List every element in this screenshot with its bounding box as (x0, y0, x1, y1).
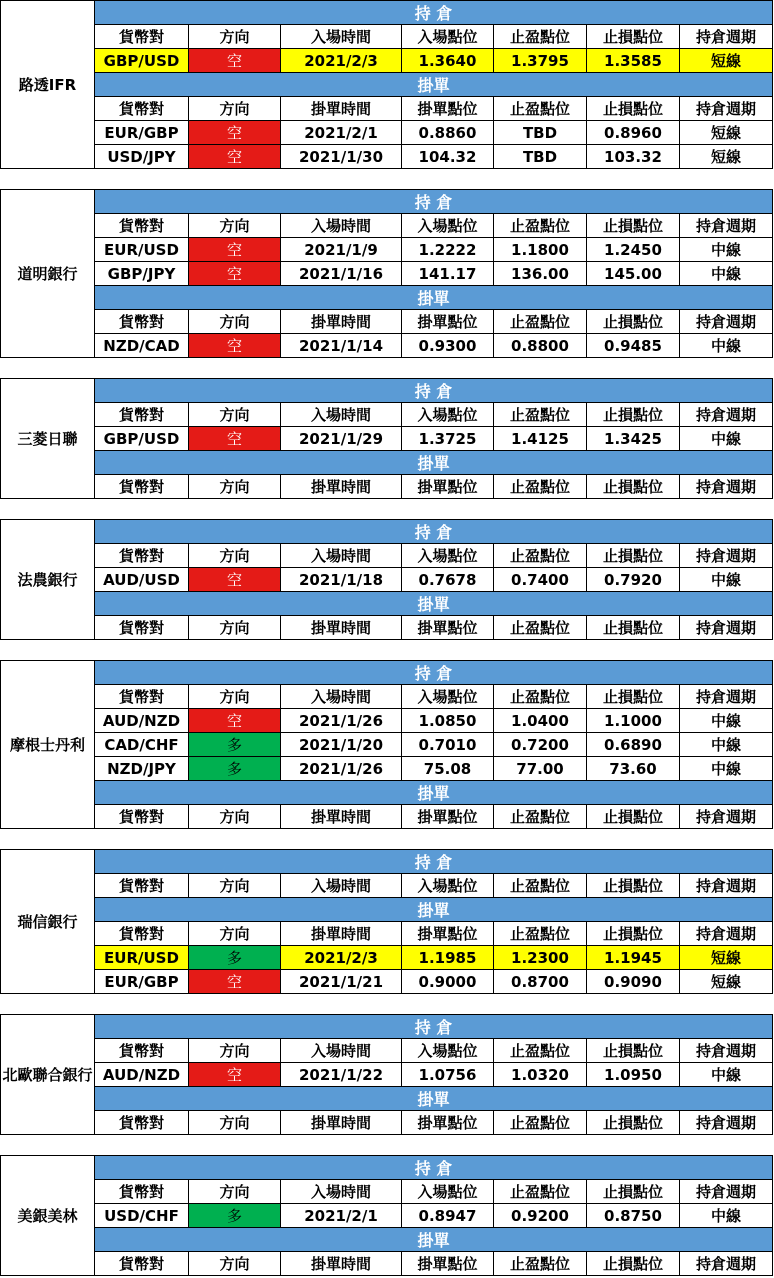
cell-pair[interactable]: AUD/NZD (95, 709, 189, 733)
bank-name: 美銀美林 (1, 1156, 95, 1276)
cell-direction[interactable]: 空 (189, 709, 281, 733)
cell-time[interactable]: 2021/1/26 (281, 757, 402, 781)
table-row[interactable] (1, 970, 773, 994)
section-row (1, 379, 773, 403)
cell-period[interactable]: 短線 (680, 970, 773, 994)
cell-pair[interactable]: EUR/GBP (95, 970, 189, 994)
section-header-position: 持 倉 (95, 850, 773, 874)
column-header-entry-price: 入場點位 (402, 874, 494, 898)
column-header-period: 持倉週期 (680, 1252, 773, 1276)
cell-pair[interactable]: AUD/USD (95, 568, 189, 592)
cell-period[interactable]: 中線 (680, 238, 773, 262)
column-header-pair: 貨幣對 (95, 1039, 189, 1063)
bank-name: 法農銀行 (1, 520, 95, 640)
cell-pair[interactable]: NZD/CAD (95, 334, 189, 358)
cell-take-profit[interactable]: 0.8700 (494, 970, 587, 994)
section-header-pending: 掛單 (95, 781, 773, 805)
cell-direction[interactable]: 多 (189, 733, 281, 757)
cell-stop-loss[interactable]: 0.9485 (587, 334, 680, 358)
column-header-pair: 貨幣對 (95, 1111, 189, 1135)
cell-time[interactable]: 2021/1/14 (281, 334, 402, 358)
cell-direction[interactable]: 空 (189, 1063, 281, 1087)
column-header-time: 掛單時間 (281, 922, 402, 946)
column-header-period: 持倉週期 (680, 616, 773, 640)
column-header-row (1, 403, 773, 427)
column-header-stop-loss: 止損點位 (587, 475, 680, 499)
cell-time[interactable]: 2021/2/1 (281, 1204, 402, 1228)
column-header-direction: 方向 (189, 1039, 281, 1063)
column-header-time: 入場時間 (281, 214, 402, 238)
column-header-time: 掛單時間 (281, 616, 402, 640)
column-header-period: 持倉週期 (680, 403, 773, 427)
bank-block (0, 378, 773, 499)
cell-pair[interactable]: GBP/JPY (95, 262, 189, 286)
column-header-row (1, 805, 773, 829)
bank-name: 道明銀行 (1, 190, 95, 358)
column-header-period: 持倉週期 (680, 544, 773, 568)
cell-period[interactable]: 短線 (680, 121, 773, 145)
cell-take-profit[interactable]: TBD (494, 121, 587, 145)
column-header-stop-loss: 止損點位 (587, 685, 680, 709)
cell-stop-loss[interactable]: 1.1945 (587, 946, 680, 970)
column-header-period: 持倉週期 (680, 97, 773, 121)
cell-stop-loss[interactable]: 0.6890 (587, 733, 680, 757)
column-header-pair: 貨幣對 (95, 1252, 189, 1276)
column-header-take-profit: 止盈點位 (494, 616, 587, 640)
column-header-time: 入場時間 (281, 25, 402, 49)
cell-time[interactable]: 2021/1/29 (281, 427, 402, 451)
column-header-entry-price: 掛單點位 (402, 805, 494, 829)
column-header-time: 掛單時間 (281, 310, 402, 334)
cell-pair[interactable]: NZD/JPY (95, 757, 189, 781)
column-header-time: 入場時間 (281, 685, 402, 709)
cell-time[interactable]: 2021/1/18 (281, 568, 402, 592)
bank-block (0, 519, 773, 640)
column-header-stop-loss: 止損點位 (587, 922, 680, 946)
cell-stop-loss[interactable]: 0.8960 (587, 121, 680, 145)
table-row[interactable] (1, 334, 773, 358)
cell-period[interactable]: 中線 (680, 262, 773, 286)
cell-take-profit[interactable]: 0.7400 (494, 568, 587, 592)
column-header-entry-price: 入場點位 (402, 1039, 494, 1063)
section-row (1, 73, 773, 97)
cell-take-profit[interactable]: 0.9200 (494, 1204, 587, 1228)
column-header-pair: 貨幣對 (95, 922, 189, 946)
column-header-time: 掛單時間 (281, 475, 402, 499)
cell-direction[interactable]: 空 (189, 262, 281, 286)
column-header-direction: 方向 (189, 1111, 281, 1135)
section-row (1, 451, 773, 475)
cell-time[interactable]: 2021/1/16 (281, 262, 402, 286)
cell-time[interactable]: 2021/1/9 (281, 238, 402, 262)
column-header-pair: 貨幣對 (95, 310, 189, 334)
column-header-take-profit: 止盈點位 (494, 25, 587, 49)
cell-entry-price[interactable]: 141.17 (402, 262, 494, 286)
table-row[interactable] (1, 427, 773, 451)
cell-time[interactable]: 2021/2/3 (281, 946, 402, 970)
cell-direction[interactable]: 空 (189, 145, 281, 169)
column-header-entry-price: 入場點位 (402, 1180, 494, 1204)
table-row[interactable] (1, 238, 773, 262)
column-header-period: 持倉週期 (680, 922, 773, 946)
section-row (1, 1015, 773, 1039)
column-header-row (1, 25, 773, 49)
cell-entry-price[interactable]: 75.08 (402, 757, 494, 781)
bank-name: 三菱日聯 (1, 379, 95, 499)
column-header-time: 入場時間 (281, 1039, 402, 1063)
cell-time[interactable]: 2021/1/22 (281, 1063, 402, 1087)
column-header-entry-price: 入場點位 (402, 25, 494, 49)
table-row[interactable] (1, 121, 773, 145)
column-header-take-profit: 止盈點位 (494, 214, 587, 238)
cell-entry-price[interactable]: 1.0756 (402, 1063, 494, 1087)
cell-time[interactable]: 2021/2/3 (281, 49, 402, 73)
cell-pair[interactable]: CAD/CHF (95, 733, 189, 757)
column-header-pair: 貨幣對 (95, 214, 189, 238)
cell-stop-loss[interactable]: 0.8750 (587, 1204, 680, 1228)
cell-stop-loss[interactable]: 1.1000 (587, 709, 680, 733)
column-header-entry-price: 掛單點位 (402, 475, 494, 499)
column-header-take-profit: 止盈點位 (494, 1252, 587, 1276)
column-header-period: 持倉週期 (680, 214, 773, 238)
column-header-direction: 方向 (189, 25, 281, 49)
cell-pair[interactable]: AUD/NZD (95, 1063, 189, 1087)
column-header-take-profit: 止盈點位 (494, 403, 587, 427)
cell-time[interactable]: 2021/1/26 (281, 709, 402, 733)
section-row (1, 286, 773, 310)
column-header-row (1, 874, 773, 898)
column-header-period: 持倉週期 (680, 1180, 773, 1204)
cell-take-profit[interactable]: 1.2300 (494, 946, 587, 970)
column-header-period: 持倉週期 (680, 685, 773, 709)
column-header-row (1, 1111, 773, 1135)
cell-take-profit[interactable]: 1.1800 (494, 238, 587, 262)
cell-entry-price[interactable]: 104.32 (402, 145, 494, 169)
column-header-take-profit: 止盈點位 (494, 685, 587, 709)
bank-block (0, 660, 773, 829)
column-header-direction: 方向 (189, 805, 281, 829)
cell-time[interactable]: 2021/1/20 (281, 733, 402, 757)
column-header-row (1, 1039, 773, 1063)
column-header-stop-loss: 止損點位 (587, 214, 680, 238)
column-header-row (1, 97, 773, 121)
column-header-row (1, 616, 773, 640)
cell-stop-loss[interactable]: 145.00 (587, 262, 680, 286)
cell-entry-price[interactable]: 0.8947 (402, 1204, 494, 1228)
section-row (1, 1228, 773, 1252)
cell-pair[interactable]: USD/CHF (95, 1204, 189, 1228)
cell-take-profit[interactable]: 1.0400 (494, 709, 587, 733)
column-header-time: 掛單時間 (281, 805, 402, 829)
column-header-row (1, 544, 773, 568)
column-header-stop-loss: 止損點位 (587, 1039, 680, 1063)
cell-pair[interactable]: GBP/USD (95, 427, 189, 451)
column-header-direction: 方向 (189, 97, 281, 121)
section-header-pending: 掛單 (95, 898, 773, 922)
bank-block (0, 0, 773, 169)
section-header-position: 持 倉 (95, 661, 773, 685)
cell-take-profit[interactable]: 1.4125 (494, 427, 587, 451)
column-header-direction: 方向 (189, 1252, 281, 1276)
column-header-take-profit: 止盈點位 (494, 1039, 587, 1063)
section-row (1, 1156, 773, 1180)
section-header-position: 持 倉 (95, 1015, 773, 1039)
cell-pair[interactable]: EUR/GBP (95, 121, 189, 145)
cell-period[interactable]: 短線 (680, 946, 773, 970)
cell-pair[interactable]: EUR/USD (95, 238, 189, 262)
column-header-pair: 貨幣對 (95, 805, 189, 829)
section-row (1, 781, 773, 805)
section-row (1, 1087, 773, 1111)
cell-stop-loss[interactable]: 1.0950 (587, 1063, 680, 1087)
column-header-pair: 貨幣對 (95, 25, 189, 49)
cell-take-profit[interactable]: 1.0320 (494, 1063, 587, 1087)
cell-direction[interactable]: 空 (189, 427, 281, 451)
column-header-row (1, 1180, 773, 1204)
column-header-direction: 方向 (189, 544, 281, 568)
cell-stop-loss[interactable]: 103.32 (587, 145, 680, 169)
column-header-pair: 貨幣對 (95, 544, 189, 568)
column-header-direction: 方向 (189, 1180, 281, 1204)
table-row[interactable] (1, 262, 773, 286)
column-header-period: 持倉週期 (680, 874, 773, 898)
column-header-entry-price: 入場點位 (402, 214, 494, 238)
table-row[interactable] (1, 145, 773, 169)
cell-entry-price[interactable]: 1.1985 (402, 946, 494, 970)
column-header-direction: 方向 (189, 403, 281, 427)
column-header-period: 持倉週期 (680, 805, 773, 829)
column-header-time: 入場時間 (281, 403, 402, 427)
column-header-take-profit: 止盈點位 (494, 1111, 587, 1135)
cell-period[interactable]: 中線 (680, 733, 773, 757)
cell-period[interactable]: 中線 (680, 709, 773, 733)
section-row (1, 661, 773, 685)
cell-stop-loss[interactable]: 1.2450 (587, 238, 680, 262)
column-header-period: 持倉週期 (680, 1039, 773, 1063)
section-header-pending: 掛單 (95, 1228, 773, 1252)
column-header-pair: 貨幣對 (95, 1180, 189, 1204)
cell-direction[interactable]: 空 (189, 334, 281, 358)
section-row (1, 898, 773, 922)
bank-block (0, 1014, 773, 1135)
cell-take-profit[interactable]: TBD (494, 145, 587, 169)
cell-direction[interactable]: 多 (189, 946, 281, 970)
column-header-period: 持倉週期 (680, 25, 773, 49)
cell-direction[interactable]: 空 (189, 121, 281, 145)
column-header-row (1, 1252, 773, 1276)
column-header-time: 入場時間 (281, 544, 402, 568)
cell-time[interactable]: 2021/1/30 (281, 145, 402, 169)
cell-time[interactable]: 2021/2/1 (281, 121, 402, 145)
column-header-direction: 方向 (189, 616, 281, 640)
column-header-take-profit: 止盈點位 (494, 310, 587, 334)
column-header-stop-loss: 止損點位 (587, 310, 680, 334)
column-header-stop-loss: 止損點位 (587, 25, 680, 49)
column-header-row (1, 310, 773, 334)
section-header-pending: 掛單 (95, 1087, 773, 1111)
column-header-stop-loss: 止損點位 (587, 874, 680, 898)
section-header-pending: 掛單 (95, 592, 773, 616)
column-header-stop-loss: 止損點位 (587, 805, 680, 829)
section-header-pending: 掛單 (95, 451, 773, 475)
column-header-entry-price: 入場點位 (402, 403, 494, 427)
cell-period[interactable]: 中線 (680, 1063, 773, 1087)
table-row[interactable] (1, 946, 773, 970)
section-row (1, 592, 773, 616)
column-header-row (1, 685, 773, 709)
column-header-take-profit: 止盈點位 (494, 805, 587, 829)
bank-block (0, 849, 773, 994)
column-header-period: 持倉週期 (680, 310, 773, 334)
cell-period[interactable]: 短線 (680, 145, 773, 169)
cell-entry-price[interactable]: 0.9000 (402, 970, 494, 994)
cell-direction[interactable]: 多 (189, 757, 281, 781)
column-header-row (1, 214, 773, 238)
column-header-pair: 貨幣對 (95, 616, 189, 640)
column-header-direction: 方向 (189, 922, 281, 946)
bank-block (0, 189, 773, 358)
column-header-direction: 方向 (189, 874, 281, 898)
column-header-entry-price: 掛單點位 (402, 922, 494, 946)
bank-name: 路透IFR (1, 1, 95, 169)
cell-pair[interactable]: GBP/USD (95, 49, 189, 73)
column-header-entry-price: 入場點位 (402, 544, 494, 568)
cell-entry-price[interactable]: 1.3725 (402, 427, 494, 451)
column-header-time: 掛單時間 (281, 1111, 402, 1135)
cell-direction[interactable]: 多 (189, 1204, 281, 1228)
column-header-row (1, 922, 773, 946)
section-header-pending: 掛單 (95, 73, 773, 97)
column-header-stop-loss: 止損點位 (587, 1111, 680, 1135)
cell-period[interactable]: 中線 (680, 568, 773, 592)
cell-entry-price[interactable]: 0.8860 (402, 121, 494, 145)
cell-direction[interactable]: 空 (189, 238, 281, 262)
table-row[interactable] (1, 709, 773, 733)
column-header-pair: 貨幣對 (95, 685, 189, 709)
table-row[interactable] (1, 1063, 773, 1087)
column-header-time: 入場時間 (281, 1180, 402, 1204)
cell-pair[interactable]: USD/JPY (95, 145, 189, 169)
cell-entry-price[interactable]: 0.7678 (402, 568, 494, 592)
section-header-position: 持 倉 (95, 190, 773, 214)
cell-period[interactable]: 中線 (680, 757, 773, 781)
column-header-time: 掛單時間 (281, 97, 402, 121)
section-header-position: 持 倉 (95, 379, 773, 403)
column-header-entry-price: 入場點位 (402, 685, 494, 709)
cell-entry-price[interactable]: 1.2222 (402, 238, 494, 262)
cell-time[interactable]: 2021/1/21 (281, 970, 402, 994)
column-header-pair: 貨幣對 (95, 403, 189, 427)
column-header-take-profit: 止盈點位 (494, 475, 587, 499)
column-header-stop-loss: 止損點位 (587, 1180, 680, 1204)
column-header-period: 持倉週期 (680, 475, 773, 499)
column-header-direction: 方向 (189, 475, 281, 499)
column-header-take-profit: 止盈點位 (494, 97, 587, 121)
column-header-stop-loss: 止損點位 (587, 403, 680, 427)
cell-entry-price[interactable]: 0.9300 (402, 334, 494, 358)
section-header-position: 持 倉 (95, 1156, 773, 1180)
section-row (1, 520, 773, 544)
column-header-entry-price: 掛單點位 (402, 97, 494, 121)
section-header-pending: 掛單 (95, 286, 773, 310)
table-row[interactable] (1, 49, 773, 73)
cell-period[interactable]: 中線 (680, 427, 773, 451)
cell-stop-loss[interactable]: 1.3425 (587, 427, 680, 451)
cell-direction[interactable]: 空 (189, 568, 281, 592)
bank-name: 瑞信銀行 (1, 850, 95, 994)
column-header-stop-loss: 止損點位 (587, 616, 680, 640)
column-header-row (1, 475, 773, 499)
column-header-stop-loss: 止損點位 (587, 1252, 680, 1276)
bank-name: 摩根士丹利 (1, 661, 95, 829)
bank-block (0, 1155, 773, 1276)
cell-stop-loss[interactable]: 1.3585 (587, 49, 680, 73)
column-header-pair: 貨幣對 (95, 475, 189, 499)
bank-name: 北歐聯合銀行 (1, 1015, 95, 1135)
table-row[interactable] (1, 733, 773, 757)
column-header-direction: 方向 (189, 214, 281, 238)
section-row (1, 1, 773, 25)
column-header-entry-price: 掛單點位 (402, 616, 494, 640)
column-header-stop-loss: 止損點位 (587, 97, 680, 121)
cell-entry-price[interactable]: 1.3640 (402, 49, 494, 73)
cell-period[interactable]: 短線 (680, 49, 773, 73)
column-header-pair: 貨幣對 (95, 97, 189, 121)
cell-stop-loss[interactable]: 73.60 (587, 757, 680, 781)
column-header-period: 持倉週期 (680, 1111, 773, 1135)
column-header-take-profit: 止盈點位 (494, 922, 587, 946)
column-header-take-profit: 止盈點位 (494, 874, 587, 898)
cell-entry-price[interactable]: 1.0850 (402, 709, 494, 733)
column-header-pair: 貨幣對 (95, 874, 189, 898)
table-row[interactable] (1, 1204, 773, 1228)
cell-period[interactable]: 中線 (680, 1204, 773, 1228)
cell-take-profit[interactable]: 136.00 (494, 262, 587, 286)
column-header-time: 掛單時間 (281, 1252, 402, 1276)
cell-pair[interactable]: EUR/USD (95, 946, 189, 970)
column-header-direction: 方向 (189, 310, 281, 334)
cell-period[interactable]: 中線 (680, 334, 773, 358)
column-header-take-profit: 止盈點位 (494, 544, 587, 568)
column-header-entry-price: 掛單點位 (402, 310, 494, 334)
cell-take-profit[interactable]: 77.00 (494, 757, 587, 781)
table-row[interactable] (1, 568, 773, 592)
section-row (1, 190, 773, 214)
section-header-position: 持 倉 (95, 1, 773, 25)
column-header-take-profit: 止盈點位 (494, 1180, 587, 1204)
cell-stop-loss[interactable]: 0.9090 (587, 970, 680, 994)
cell-take-profit[interactable]: 0.7200 (494, 733, 587, 757)
section-header-position: 持 倉 (95, 520, 773, 544)
cell-direction[interactable]: 空 (189, 49, 281, 73)
cell-take-profit[interactable]: 1.3795 (494, 49, 587, 73)
cell-entry-price[interactable]: 0.7010 (402, 733, 494, 757)
section-row (1, 850, 773, 874)
cell-stop-loss[interactable]: 0.7920 (587, 568, 680, 592)
column-header-entry-price: 掛單點位 (402, 1111, 494, 1135)
column-header-stop-loss: 止損點位 (587, 544, 680, 568)
table-row[interactable] (1, 757, 773, 781)
column-header-time: 入場時間 (281, 874, 402, 898)
cell-take-profit[interactable]: 0.8800 (494, 334, 587, 358)
column-header-entry-price: 掛單點位 (402, 1252, 494, 1276)
cell-direction[interactable]: 空 (189, 970, 281, 994)
column-header-direction: 方向 (189, 685, 281, 709)
